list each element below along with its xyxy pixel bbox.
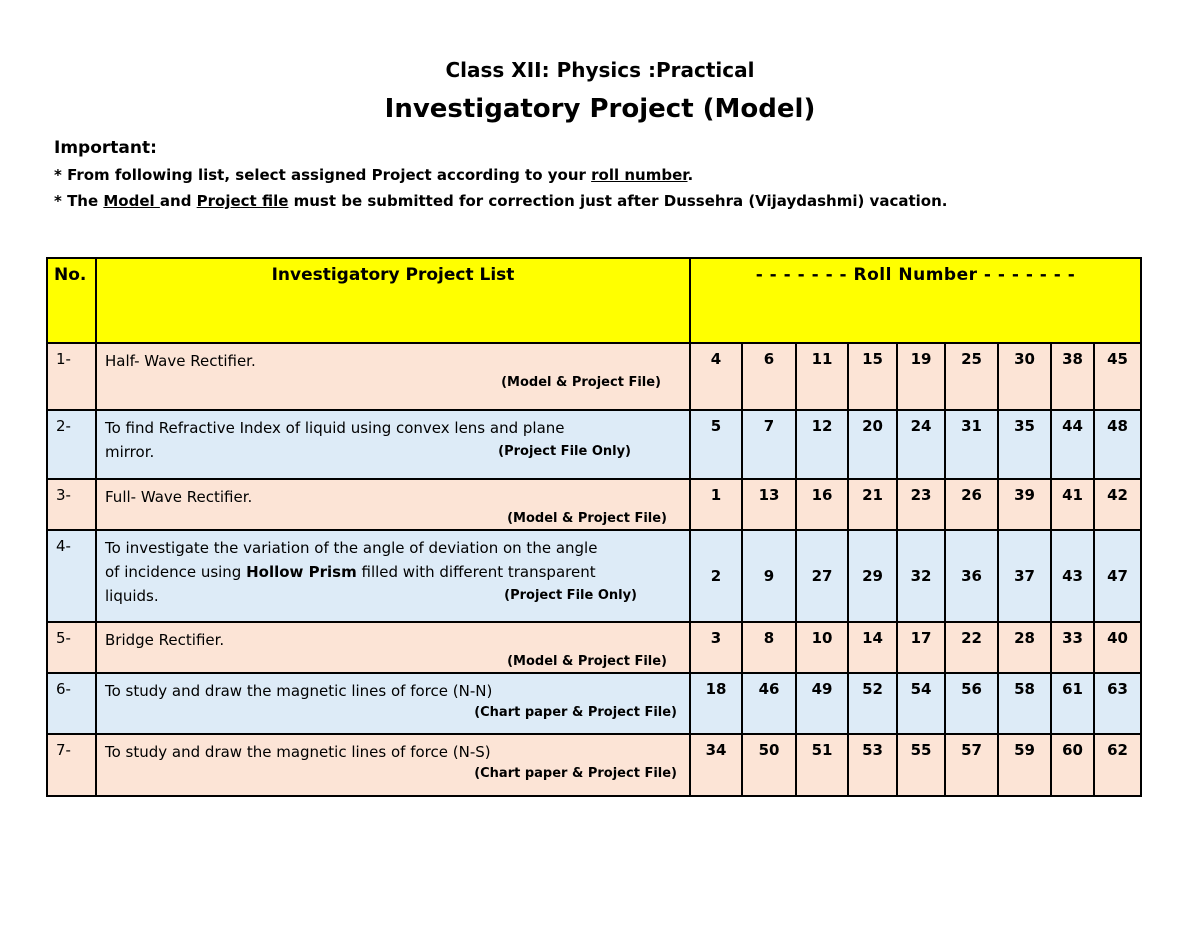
row-no: 1- xyxy=(47,343,96,410)
roll-cell: 21 xyxy=(848,479,897,530)
roll-cell: 22 xyxy=(945,622,998,673)
row-no: 5- xyxy=(47,622,96,673)
roll-cell: 2 xyxy=(690,530,742,622)
roll-cell: 60 xyxy=(1051,734,1094,796)
roll-cell: 31 xyxy=(945,410,998,479)
project-title-text: Full- Wave Rectifier. xyxy=(105,488,253,506)
roll-cell: 17 xyxy=(897,622,945,673)
project-title-text: Bridge Rectifier. xyxy=(105,631,225,649)
project-requirement: (Model & Project File) xyxy=(507,654,667,669)
project-title-text: To find Refractive Index of liquid using convex lens and plane xyxy=(105,419,565,437)
roll-cell: 38 xyxy=(1051,343,1094,410)
note2-project-file: Project file xyxy=(196,192,289,210)
roll-cell: 1 xyxy=(690,479,742,530)
roll-cell: 39 xyxy=(998,479,1051,530)
project-title xyxy=(96,410,690,479)
project-title-text: To study and draw the magnetic lines of force (N-N) xyxy=(105,682,493,700)
roll-cell: 45 xyxy=(1094,343,1141,410)
table-header xyxy=(47,258,1141,343)
roll-cell: 20 xyxy=(848,410,897,479)
page-subtitle: Class XII: Physics :Practical xyxy=(445,58,755,82)
table-row xyxy=(47,343,1141,410)
roll-cell: 19 xyxy=(897,343,945,410)
table-row xyxy=(47,673,1141,734)
roll-cell: 32 xyxy=(897,530,945,622)
note-submission xyxy=(54,192,947,210)
note-roll-number xyxy=(54,166,693,184)
roll-cell: 56 xyxy=(945,673,998,734)
project-title-bold: Hollow Prism xyxy=(246,563,357,581)
roll-cell: 41 xyxy=(1051,479,1094,530)
roll-cell: 3 xyxy=(690,622,742,673)
note2-text: * The xyxy=(54,192,104,210)
project-requirement: (Chart paper & Project File) xyxy=(474,705,677,720)
roll-cell: 35 xyxy=(998,410,1051,479)
row-no: 7- xyxy=(47,734,96,796)
project-title-text-4: liquids. xyxy=(105,587,159,605)
roll-cell: 52 xyxy=(848,673,897,734)
roll-cell: 28 xyxy=(998,622,1051,673)
roll-cell: 46 xyxy=(742,673,796,734)
roll-cell: 24 xyxy=(897,410,945,479)
roll-cell: 59 xyxy=(998,734,1051,796)
roll-cell: 27 xyxy=(796,530,848,622)
roll-cell: 8 xyxy=(742,622,796,673)
roll-cell: 16 xyxy=(796,479,848,530)
project-requirement: (Project File Only) xyxy=(504,588,637,603)
page-title: Investigatory Project (Model) xyxy=(384,94,816,124)
table-row xyxy=(47,622,1141,673)
project-requirement: (Model & Project File) xyxy=(501,375,661,390)
project-table xyxy=(46,257,1142,797)
roll-cell: 25 xyxy=(945,343,998,410)
roll-cell: 23 xyxy=(897,479,945,530)
row-no: 2- xyxy=(47,410,96,479)
header-no: No. xyxy=(47,258,96,343)
roll-cell: 10 xyxy=(796,622,848,673)
roll-cell: 5 xyxy=(690,410,742,479)
header-roll-number: - - - - - - - Roll Number - - - - - - - xyxy=(690,258,1141,343)
roll-cell: 54 xyxy=(897,673,945,734)
project-title xyxy=(96,734,690,796)
roll-cell: 13 xyxy=(742,479,796,530)
roll-cell: 57 xyxy=(945,734,998,796)
roll-cell: 48 xyxy=(1094,410,1141,479)
project-requirement: (Model & Project File) xyxy=(507,511,667,526)
project-title xyxy=(96,673,690,734)
roll-cell: 11 xyxy=(796,343,848,410)
note1-underlined: roll number xyxy=(591,166,688,184)
roll-cell: 61 xyxy=(1051,673,1094,734)
project-title-text-3: filled with different transparent xyxy=(356,563,596,581)
roll-cell: 62 xyxy=(1094,734,1141,796)
roll-cell: 4 xyxy=(690,343,742,410)
table-row xyxy=(47,734,1141,796)
row-no: 6- xyxy=(47,673,96,734)
roll-cell: 49 xyxy=(796,673,848,734)
roll-cell: 37 xyxy=(998,530,1051,622)
project-title xyxy=(96,622,690,673)
project-requirement: (Project File Only) xyxy=(498,444,631,459)
header-project-list: Investigatory Project List xyxy=(96,258,690,343)
roll-cell: 34 xyxy=(690,734,742,796)
project-title xyxy=(96,343,690,410)
project-requirement: (Chart paper & Project File) xyxy=(474,766,677,781)
note2-model: Model xyxy=(103,192,160,210)
roll-cell: 7 xyxy=(742,410,796,479)
roll-cell: 58 xyxy=(998,673,1051,734)
roll-cell: 12 xyxy=(796,410,848,479)
roll-cell: 6 xyxy=(742,343,796,410)
project-title-text: Half- Wave Rectifier. xyxy=(105,352,256,370)
roll-cell: 51 xyxy=(796,734,848,796)
roll-cell: 63 xyxy=(1094,673,1141,734)
roll-cell: 44 xyxy=(1051,410,1094,479)
roll-cell: 47 xyxy=(1094,530,1141,622)
roll-cell: 40 xyxy=(1094,622,1141,673)
project-title-text-2: of incidence using xyxy=(105,563,247,581)
row-no: 4- xyxy=(47,530,96,622)
roll-cell: 18 xyxy=(690,673,742,734)
project-title xyxy=(96,530,690,622)
table-row xyxy=(47,479,1141,530)
roll-cell: 26 xyxy=(945,479,998,530)
project-title-text-2: mirror. xyxy=(105,443,155,461)
roll-cell: 30 xyxy=(998,343,1051,410)
table-row xyxy=(47,410,1141,479)
roll-cell: 33 xyxy=(1051,622,1094,673)
project-title xyxy=(96,479,690,530)
roll-cell: 55 xyxy=(897,734,945,796)
table-row xyxy=(47,530,1141,622)
row-no: 3- xyxy=(47,479,96,530)
project-title-text: To study and draw the magnetic lines of force (N-S) xyxy=(105,743,491,761)
note1-text: * From following list, select assigned Project according to your xyxy=(54,166,592,184)
roll-cell: 50 xyxy=(742,734,796,796)
project-title-text: To investigate the variation of the angle of deviation on the angle xyxy=(105,539,598,557)
roll-cell: 14 xyxy=(848,622,897,673)
roll-cell: 9 xyxy=(742,530,796,622)
note1-end: . xyxy=(687,166,694,184)
roll-cell: 42 xyxy=(1094,479,1141,530)
roll-cell: 43 xyxy=(1051,530,1094,622)
roll-cell: 36 xyxy=(945,530,998,622)
important-label: Important: xyxy=(54,138,157,158)
roll-cell: 29 xyxy=(848,530,897,622)
note2-and: and xyxy=(159,192,197,210)
note2-end: must be submitted for correction just after Dussehra (Vijaydashmi) vacation. xyxy=(288,192,948,210)
roll-cell: 15 xyxy=(848,343,897,410)
roll-cell: 53 xyxy=(848,734,897,796)
